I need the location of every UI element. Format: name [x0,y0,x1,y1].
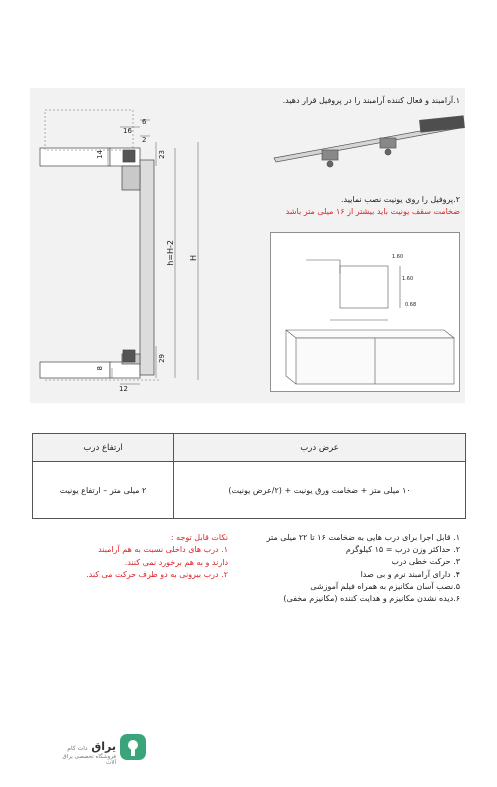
feature-item: ۵.نصب آسان مکانیزم به همراه فیلم آموزشی [310,581,460,591]
brand-tagline: فروشگاه تخصصی یراق آلات [62,754,116,766]
feature-item: ۳. حرکت خطی درب [391,557,460,567]
feature-item: ۲. حداکثر وزن درب = ۱۵ کیلوگرم [345,545,460,555]
dim-14: 14 [96,150,104,159]
value-door-height: ۲ میلی متر – ارتفاع یونیت [33,462,174,519]
dim-2: 2 [142,136,147,144]
detail-dim-c: 0.68 [405,302,417,308]
notes-line: ۱. درب های داخلی نسبت به هم آرامبند [98,545,228,555]
notes-line: ۲. درب بیرونی به دو طرف حرکت می کند. [86,570,228,580]
dim-H: H [189,255,198,262]
step2-text: ۲.پروفیل را روی یونیت نصب نمایید. [341,195,460,204]
notes-block [30,532,228,582]
header-door-width: عرض درب [174,434,466,462]
notes-title: نکات قابل توجه : [170,533,228,542]
step1-text: ۱.آرامبند و فعال کننده آرامبند را در پروفیل قرار دهید. [282,96,460,105]
dim-h-formula: h=H-2 [166,240,175,266]
header-door-height: ارتفاع درب [33,434,174,462]
detail-dim-b: 1.60 [402,276,414,282]
dim-16: 16 [123,127,132,135]
brand-name: یراق [91,740,116,753]
dim-8: 8 [96,366,104,371]
dim-12: 12 [119,385,128,393]
value-door-width: ۱۰ میلی متر + ضخامت ورق یونیت + (۲/عرض یونیت) [174,462,466,519]
brand-domain: دات کام [67,745,88,752]
profile-rail-illustration [270,112,465,182]
dim-23: 23 [158,150,166,159]
step2-warning: ضخامت سقف یونیت باید بیشتر از ۱۶ میلی متر باشد [285,207,460,216]
detail-dim-a: 1.60 [392,254,404,260]
feature-item: ۱. قابل اجرا برای درب هایی به ضخامت ۱۶ تا ۲۲ میلی متر [266,533,460,542]
feature-item: ۶.دیده نشدن مکانیزم و هدایت کننده (مکانیزم مخفی) [283,594,460,604]
brand-text [54,740,116,766]
notes-line: دارند و به هم برخورد نمی کنند. [124,557,228,567]
feature-item: ۴. دارای آرامبند نرم و بی صدا [360,569,460,579]
dim-29: 29 [158,354,166,363]
feature-list [235,532,460,605]
cabinet-diagram [270,232,460,392]
door-size-table [32,433,466,519]
dim-6: 6 [142,118,147,126]
step2-block [240,195,460,216]
